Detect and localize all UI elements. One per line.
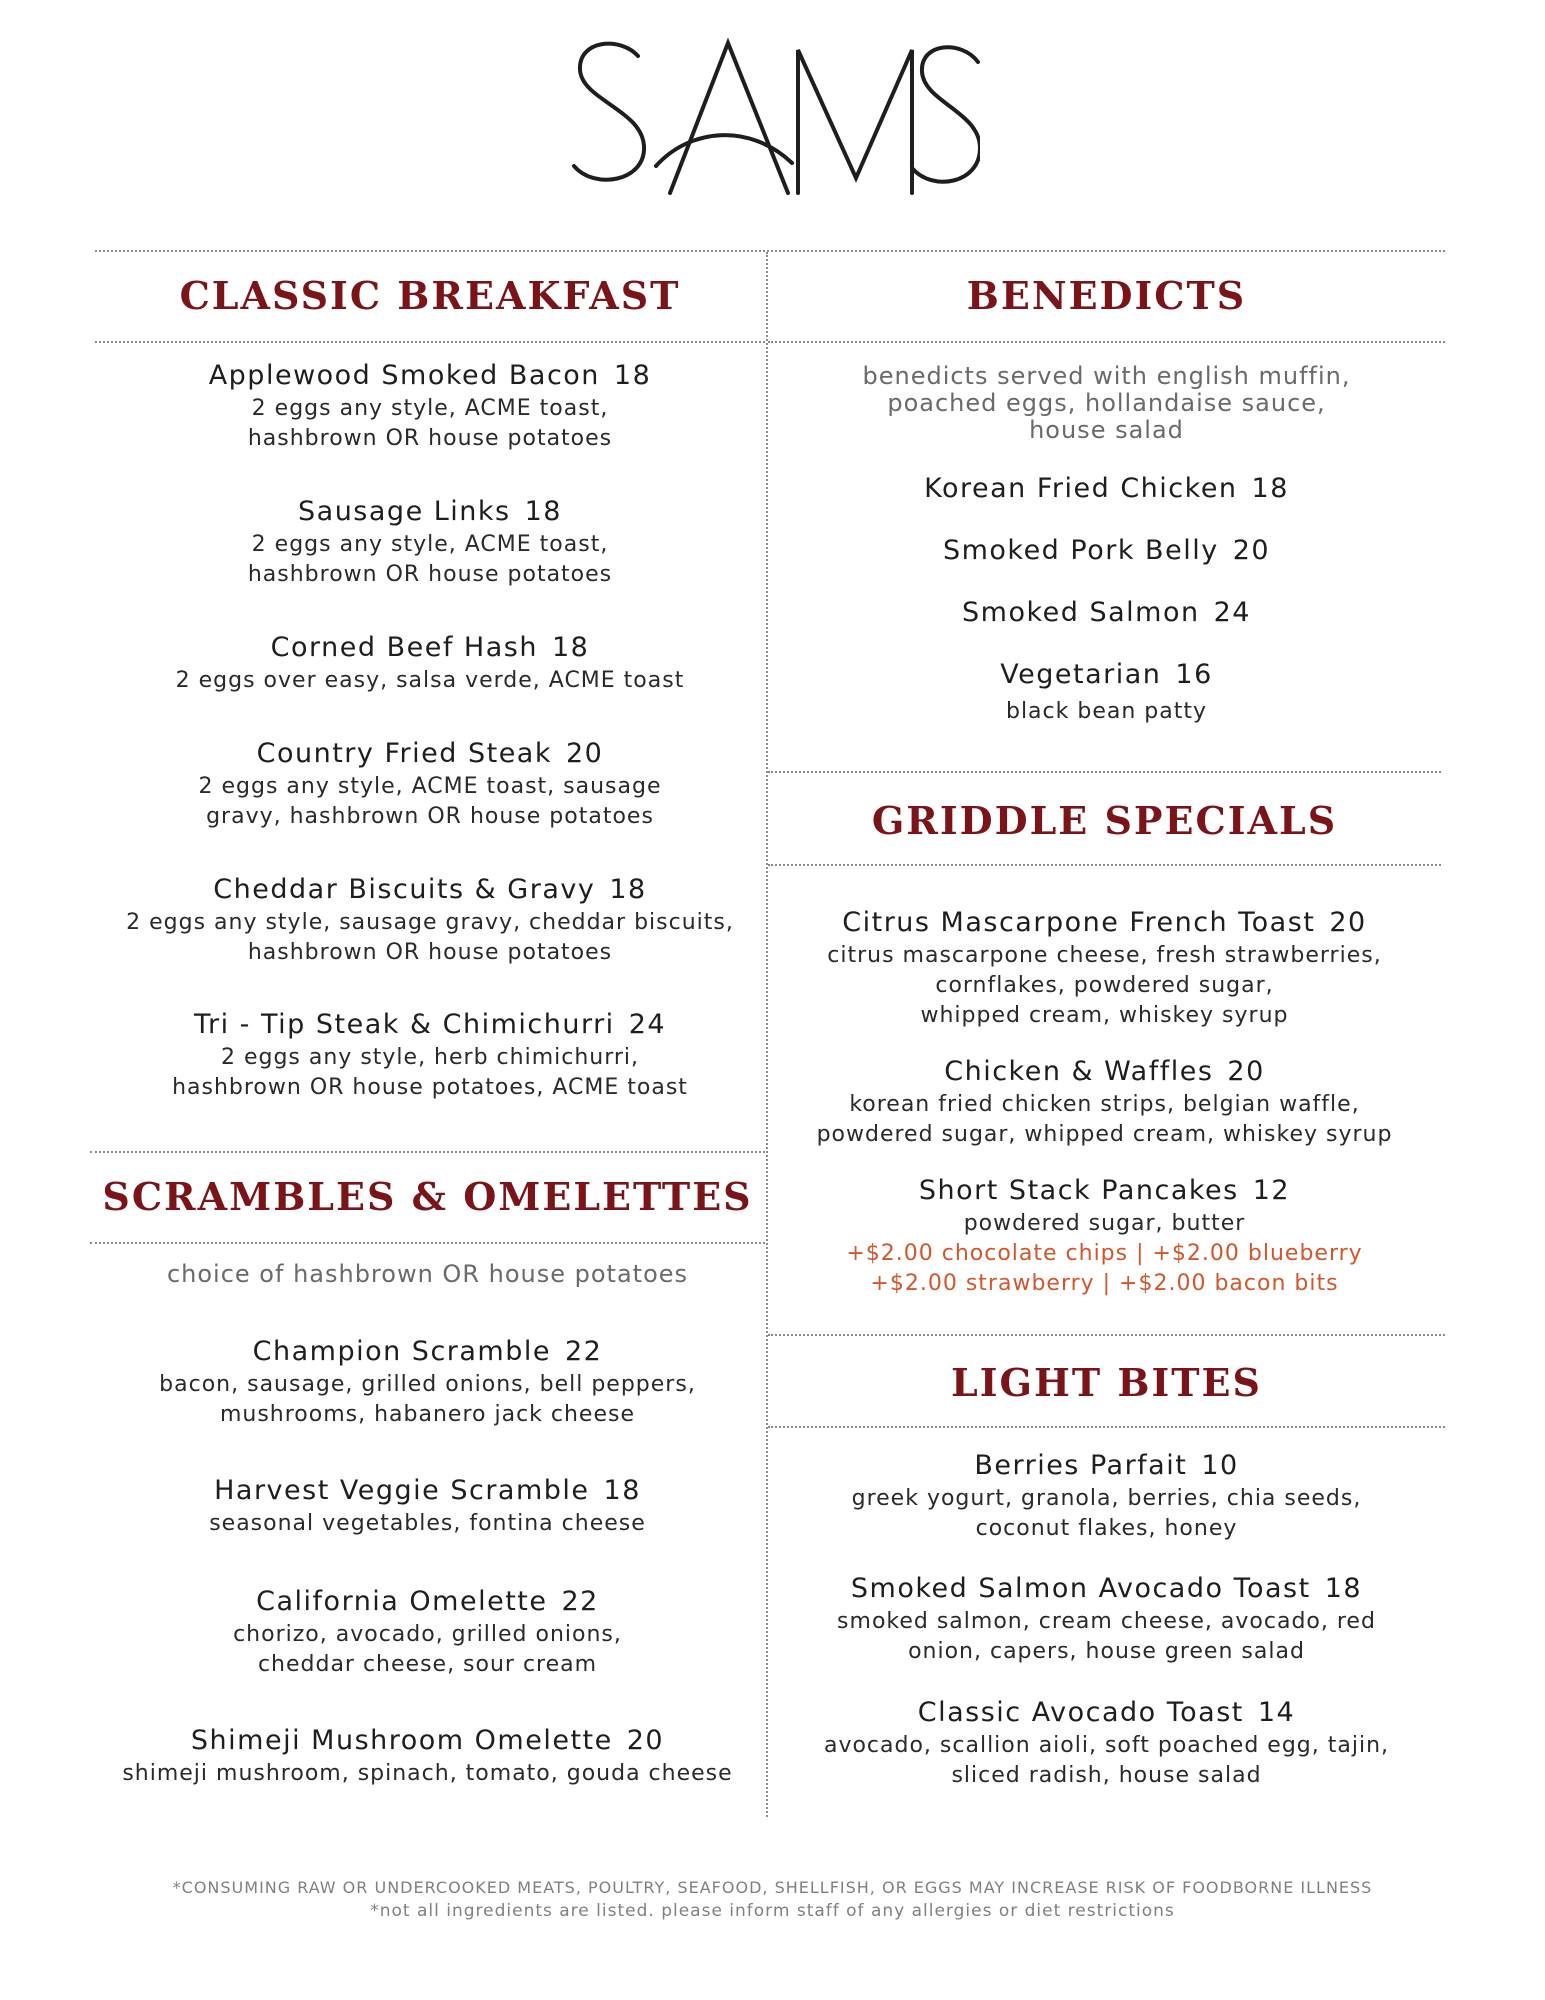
item-description: 2 eggs any style, ACME toast, sausage bbox=[198, 774, 662, 799]
light-bites-top-divider bbox=[768, 1334, 1445, 1336]
item-description: bacon, sausage, grilled onions, bell peppers, bbox=[159, 1372, 696, 1397]
item-name: Vegetarian bbox=[1000, 659, 1162, 690]
item-price: 10 bbox=[1201, 1450, 1239, 1481]
light-bites-title: LIGHT BITES bbox=[951, 1360, 1262, 1405]
note-line: poached eggs, hollandaise sauce, bbox=[887, 389, 1326, 417]
item-description: powdered sugar, butter bbox=[963, 1211, 1246, 1236]
item-description: 2 eggs any style, ACME toast, bbox=[251, 532, 609, 557]
menu-item-classic-avocado-toast bbox=[768, 1695, 1445, 1791]
item-name: Chicken & Waffles bbox=[944, 1056, 1214, 1087]
item-description: smoked salmon, cream cheese, avocado, red bbox=[837, 1609, 1376, 1634]
item-description: korean fried chicken strips, belgian waffle, bbox=[849, 1092, 1360, 1117]
item-description: gravy, hashbrown OR house potatoes bbox=[206, 804, 654, 829]
menu-item-vegetarian bbox=[768, 657, 1445, 727]
item-description: sliced radish, house salad bbox=[951, 1763, 1262, 1788]
scrambles-note: choice of hashbrown OR house potatoes bbox=[166, 1260, 689, 1288]
item-description: 2 eggs any style, ACME toast, bbox=[251, 396, 609, 421]
item-addons: +$2.00 chocolate chips | +$2.00 blueberry bbox=[846, 1241, 1363, 1266]
item-price: 20 bbox=[1232, 535, 1271, 566]
item-name: Smoked Pork Belly bbox=[942, 535, 1219, 566]
note-line: benedicts served with english muffin, bbox=[862, 362, 1351, 390]
item-description: black bean patty bbox=[1005, 699, 1208, 724]
item-name: Tri - Tip Steak & Chimichurri bbox=[193, 1009, 615, 1040]
item-name: Harvest Veggie Scramble bbox=[214, 1475, 590, 1506]
item-price: 16 bbox=[1175, 659, 1213, 690]
item-price: 14 bbox=[1257, 1697, 1296, 1728]
item-description: hashbrown OR house potatoes bbox=[247, 562, 613, 587]
item-name: Sausage Links bbox=[298, 496, 511, 527]
menu-item-berries-parfait bbox=[768, 1448, 1445, 1544]
benedicts-title: BENEDICTS bbox=[966, 273, 1247, 318]
griddle-top-divider bbox=[768, 771, 1441, 773]
item-price: 12 bbox=[1252, 1175, 1291, 1206]
item-description: cornflakes, powdered sugar, bbox=[935, 973, 1274, 998]
classic-breakfast-title: CLASSIC BREAKFAST bbox=[179, 273, 681, 318]
item-name: Applewood Smoked Bacon bbox=[208, 360, 600, 391]
item-price: 20 bbox=[566, 738, 604, 769]
item-price: 18 bbox=[609, 874, 647, 905]
sams-logo bbox=[560, 28, 980, 208]
item-name: California Omelette bbox=[256, 1586, 548, 1617]
menu-item-chicken-waffles bbox=[768, 1054, 1441, 1150]
item-description: greek yogurt, granola, berries, chia seeds, bbox=[851, 1486, 1362, 1511]
benedicts-title-divider bbox=[768, 341, 1445, 343]
menu-item-citrus-mascarpone-french-toast bbox=[768, 905, 1441, 1031]
item-price: 20 bbox=[1329, 907, 1367, 938]
menu-item-shimeji-mushroom-omelette bbox=[90, 1723, 765, 1789]
item-name: Shimeji Mushroom Omelette bbox=[190, 1725, 613, 1756]
item-name: Cheddar Biscuits & Gravy bbox=[213, 874, 596, 905]
item-description: shimeji mushroom, spinach, tomato, gouda cheese bbox=[122, 1761, 733, 1786]
item-description: citrus mascarpone cheese, fresh strawberries, bbox=[827, 943, 1382, 968]
item-price: 22 bbox=[565, 1336, 603, 1367]
top-divider bbox=[95, 250, 1445, 252]
menu-item-tri-tip-steak bbox=[95, 1007, 765, 1103]
menu-item-corned-beef-hash bbox=[95, 630, 765, 696]
menu-item-california-omelette bbox=[90, 1584, 765, 1680]
item-name: Smoked Salmon bbox=[962, 597, 1200, 628]
item-description: cheddar cheese, sour cream bbox=[257, 1652, 598, 1677]
item-name: Country Fried Steak bbox=[256, 738, 552, 769]
menu-item-champion-scramble bbox=[90, 1334, 765, 1430]
item-description: seasonal vegetables, fontina cheese bbox=[209, 1511, 646, 1536]
item-addons: +$2.00 strawberry | +$2.00 bacon bits bbox=[870, 1271, 1339, 1296]
item-description: avocado, scallion aioli, soft poached egg, tajin, bbox=[823, 1733, 1390, 1758]
item-name: Corned Beef Hash bbox=[270, 632, 538, 663]
item-description: 2 eggs any style, herb chimichurri, bbox=[220, 1045, 640, 1070]
item-price: 22 bbox=[561, 1586, 599, 1617]
item-description: hashbrown OR house potatoes bbox=[247, 426, 613, 451]
item-description: hashbrown OR house potatoes bbox=[247, 940, 613, 965]
item-price: 18 bbox=[551, 632, 590, 663]
griddle-title-divider bbox=[768, 864, 1441, 866]
item-name: Short Stack Pancakes bbox=[918, 1175, 1239, 1206]
item-price: 20 bbox=[1227, 1056, 1265, 1087]
item-description: powdered sugar, whipped cream, whiskey syrup bbox=[816, 1122, 1393, 1147]
footer-disclaimer: *CONSUMING RAW OR UNDERCOOKED MEATS, POULTRY, SEAFOOD, SHELLFISH, OR EGGS MAY INCREASE RISK OF FOODBORNE ILLNESS bbox=[172, 1878, 1373, 1897]
item-price: 24 bbox=[1213, 597, 1251, 628]
menu-item-short-stack-pancakes bbox=[768, 1173, 1441, 1299]
menu-item-sausage-links bbox=[95, 494, 765, 590]
griddle-specials-title: GRIDDLE SPECIALS bbox=[871, 798, 1338, 843]
menu-item-cheddar-biscuits-gravy bbox=[95, 872, 765, 968]
menu-item-smoked-salmon bbox=[768, 595, 1445, 631]
scrambles-title-divider bbox=[90, 1242, 765, 1244]
item-description: whipped cream, whiskey syrup bbox=[920, 1003, 1289, 1028]
menu-item-applewood-smoked-bacon bbox=[95, 358, 765, 454]
menu-item-smoked-salmon-avocado-toast bbox=[768, 1571, 1445, 1667]
item-price: 18 bbox=[1251, 473, 1289, 504]
item-description: mushrooms, habanero jack cheese bbox=[219, 1402, 636, 1427]
item-name: Citrus Mascarpone French Toast bbox=[842, 907, 1316, 938]
item-price: 18 bbox=[524, 496, 562, 527]
benedicts-note bbox=[768, 363, 1445, 444]
item-price: 18 bbox=[603, 1475, 641, 1506]
item-name: Classic Avocado Toast bbox=[917, 1697, 1244, 1728]
item-description: 2 eggs any style, sausage gravy, cheddar biscuits, bbox=[126, 910, 734, 935]
item-price: 18 bbox=[1324, 1573, 1363, 1604]
menu-item-smoked-pork-belly bbox=[768, 533, 1445, 569]
item-description: chorizo, avocado, grilled onions, bbox=[233, 1622, 622, 1647]
footer-allergy-note: *not all ingredients are listed. please inform staff of any allergies or diet restrictions bbox=[370, 1901, 1175, 1921]
menu-item-harvest-veggie-scramble bbox=[90, 1473, 765, 1539]
item-name: Smoked Salmon Avocado Toast bbox=[850, 1573, 1311, 1604]
item-price: 20 bbox=[626, 1725, 665, 1756]
scrambles-top-divider bbox=[90, 1151, 765, 1153]
item-name: Korean Fried Chicken bbox=[924, 473, 1238, 504]
menu-item-korean-fried-chicken bbox=[768, 471, 1445, 507]
item-name: Berries Parfait bbox=[974, 1450, 1188, 1481]
classic-breakfast-title-divider bbox=[95, 341, 765, 343]
item-name: Champion Scramble bbox=[252, 1336, 551, 1367]
light-bites-title-divider bbox=[768, 1426, 1445, 1428]
item-description: onion, capers, house green salad bbox=[908, 1639, 1305, 1664]
item-description: hashbrown OR house potatoes, ACME toast bbox=[172, 1075, 688, 1100]
item-price: 24 bbox=[628, 1009, 667, 1040]
note-line: house salad bbox=[1029, 416, 1184, 444]
item-price: 18 bbox=[613, 360, 652, 391]
item-description: coconut flakes, honey bbox=[975, 1516, 1238, 1541]
item-description: 2 eggs over easy, salsa verde, ACME toast bbox=[175, 668, 685, 693]
scrambles-omelettes-title: SCRAMBLES & OMELETTES bbox=[102, 1174, 753, 1219]
menu-item-country-fried-steak bbox=[95, 736, 765, 832]
